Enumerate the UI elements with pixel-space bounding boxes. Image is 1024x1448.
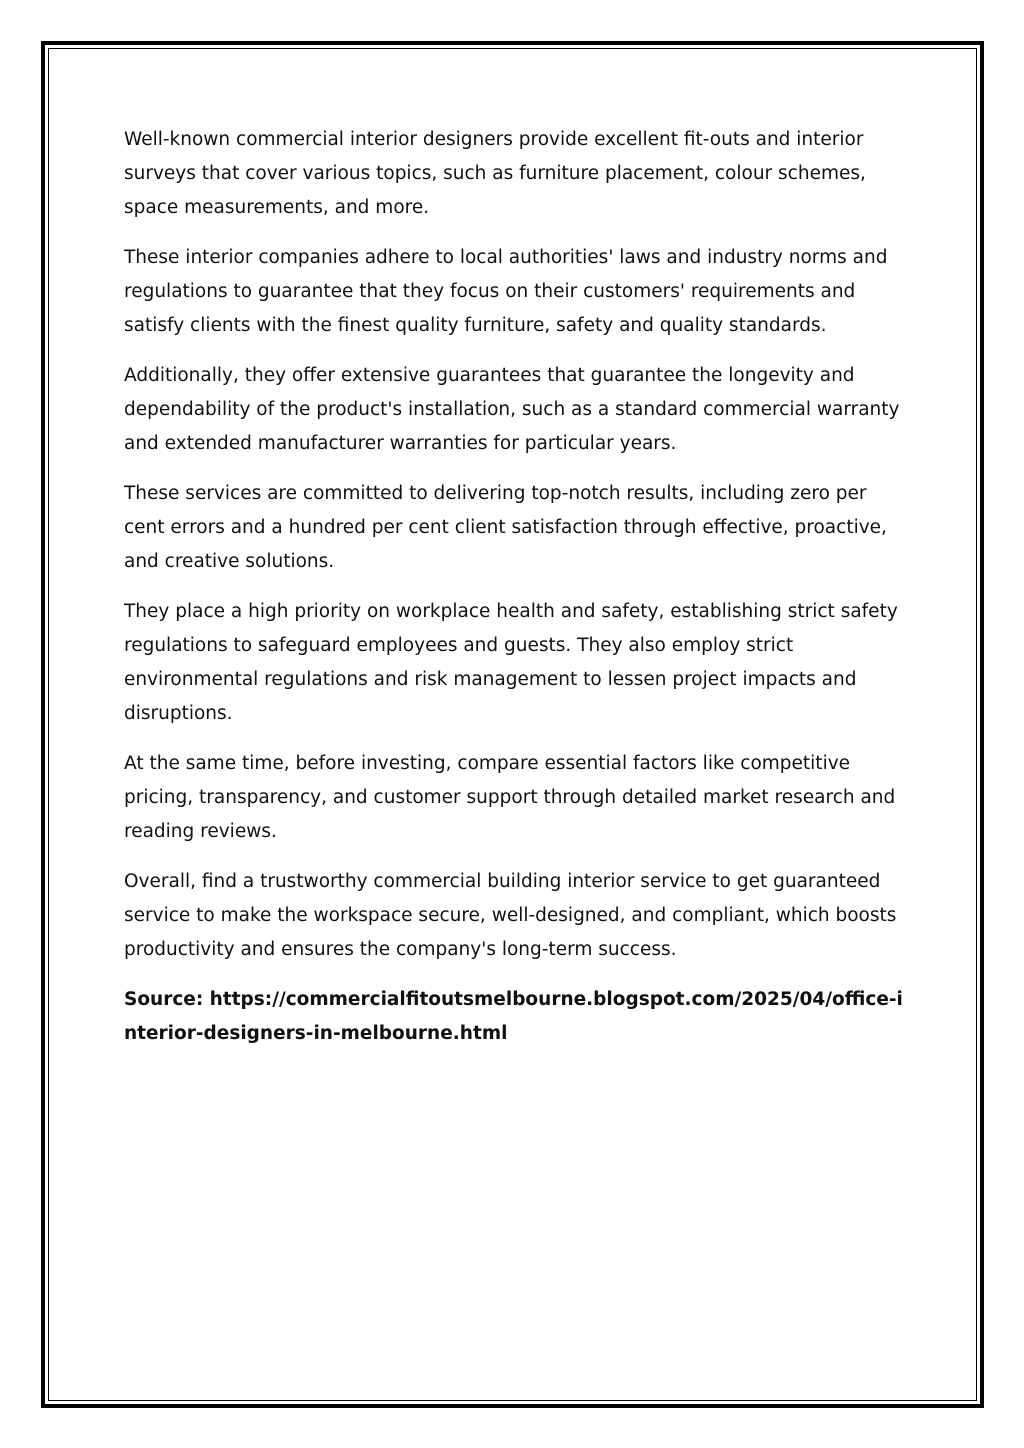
paragraph: Overall, find a trustworthy commercial building interior service to get guaranteed service to make the workspace secure, well-designed, and compliant, which boosts productivity and ensures the company's long-term success. — [124, 871, 897, 960]
paragraph: Additionally, they offer extensive guarantees that guarantee the longevity and dependability of the product's installation, such as a standard commercial warranty and extended manufacturer warranties for particular years. — [124, 365, 900, 454]
document-body — [124, 123, 904, 1051]
paragraph: These services are committed to delivering top-notch results, including zero per cent errors and a hundred per cent client satisfaction through effective, proactive, and creative solutions. — [124, 483, 887, 572]
paragraph: At the same time, before investing, compare essential factors like competitive pricing, transparency, and customer support through detailed market research and reading reviews. — [124, 753, 896, 842]
paragraph: They place a high priority on workplace health and safety, establishing strict safety regulations to safeguard employees and guests. They also employ strict environmental regulations and risk management to lessen project impacts and disruptions. — [124, 601, 898, 724]
paragraph: Well-known commercial interior designers provide excellent fit-outs and interior surveys that cover various topics, such as furniture placement, colour schemes, space measurements, and more. — [124, 129, 866, 218]
source-citation: Source: https://commercialfitoutsmelbourne.blogspot.com/2025/04/office-interior-designers-in-melbourne.html — [124, 989, 903, 1044]
paragraph: These interior companies adhere to local authorities' laws and industry norms and regulations to guarantee that they focus on their customers' requirements and satisfy clients with the finest quality furniture, safety and quality standards. — [124, 247, 888, 336]
